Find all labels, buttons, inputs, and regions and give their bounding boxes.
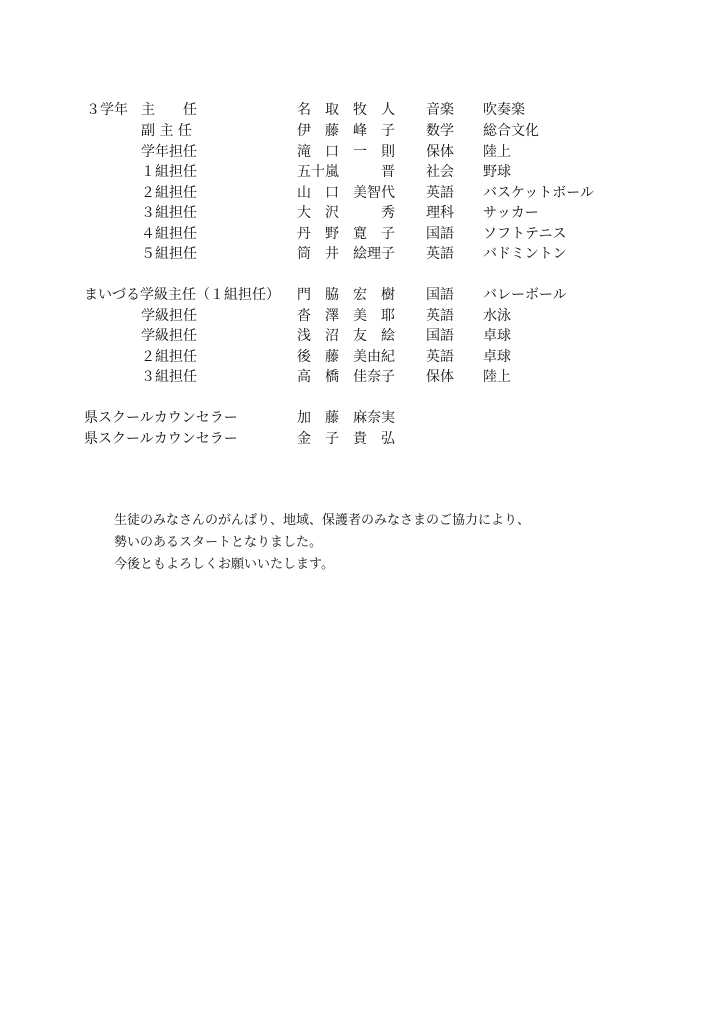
club: 陸上: [483, 144, 511, 160]
teacher-name: 浅 沼 友 絵: [297, 328, 395, 344]
teacher-name: 大 沢 秀: [297, 205, 395, 221]
club: バレーボール: [483, 287, 567, 303]
subject: 国語: [426, 287, 454, 303]
teacher-name: 門 脇 宏 樹: [297, 287, 395, 303]
subject: 保体: [426, 369, 454, 385]
message-line-3: 今後ともよろしくお願いいたします。: [114, 557, 334, 572]
club: バスケットボール: [483, 185, 595, 201]
club: 陸上: [483, 369, 511, 385]
subject: 保体: [426, 144, 454, 160]
subject: 数学: [426, 123, 454, 139]
counselor-role: 県スクールカウンセラー: [84, 410, 238, 426]
club: バドミントン: [483, 246, 567, 262]
teacher-name: 後 藤 美由紀: [297, 349, 395, 365]
subject: 英語: [426, 308, 454, 324]
subject: 社会: [426, 164, 454, 180]
teacher-name: 滝 口 一 則: [297, 144, 395, 160]
role: 副 主 任: [141, 123, 192, 139]
teacher-name: 丹 野 寛 子: [297, 226, 395, 242]
club: 総合文化: [483, 123, 539, 139]
teacher-name: 名 取 牧 人: [297, 102, 395, 118]
role: １組担任: [141, 164, 197, 180]
subject: 英語: [426, 185, 454, 201]
teacher-name: 五十嵐 晋: [297, 164, 395, 180]
role: 主 任: [141, 102, 197, 118]
subject: 音楽: [426, 102, 454, 118]
counselor-name: 金 子 貴 弘: [297, 431, 395, 447]
club: 水泳: [483, 308, 511, 324]
subject: 理科: [426, 205, 454, 221]
subject: 国語: [426, 328, 454, 344]
role: 学級担任: [141, 308, 197, 324]
role: ３組担任: [141, 369, 197, 385]
subject: 国語: [426, 226, 454, 242]
club: 野球: [483, 164, 511, 180]
role: ４組担任: [141, 226, 197, 242]
club: 卓球: [483, 349, 511, 365]
counselor-role: 県スクールカウンセラー: [84, 431, 238, 447]
role: ２組担任: [141, 185, 197, 201]
counselor-name: 加 藤 麻奈実: [297, 410, 395, 426]
role: 学級担任: [141, 328, 197, 344]
message-line-1: 生徒のみなさんのがんばり、地域、保護者のみなさまのご協力により、: [114, 513, 531, 528]
role: ３組担任: [141, 205, 197, 221]
grade3-label: ３学年: [86, 102, 128, 118]
role: 学年担任: [141, 144, 197, 160]
teacher-name: 筒 井 絵理子: [297, 246, 395, 262]
club: サッカー: [483, 205, 539, 221]
message-line-2: 勢いのあるスタートとなりました。: [114, 535, 323, 550]
role: ２組担任: [141, 349, 197, 365]
club: 卓球: [483, 328, 511, 344]
teacher-name: 高 橋 佳奈子: [297, 369, 395, 385]
subject: 英語: [426, 349, 454, 365]
teacher-name: 山 口 美智代: [297, 185, 395, 201]
teacher-name: 沓 澤 美 耶: [297, 308, 395, 324]
subject: 英語: [426, 246, 454, 262]
club: 吹奏楽: [483, 102, 525, 118]
club: ソフトテニス: [483, 226, 567, 242]
maizuru-head-label: まいづる学級主任（１組担任）: [84, 287, 280, 303]
role: ５組担任: [141, 246, 197, 262]
teacher-name: 伊 藤 峰 子: [297, 123, 395, 139]
